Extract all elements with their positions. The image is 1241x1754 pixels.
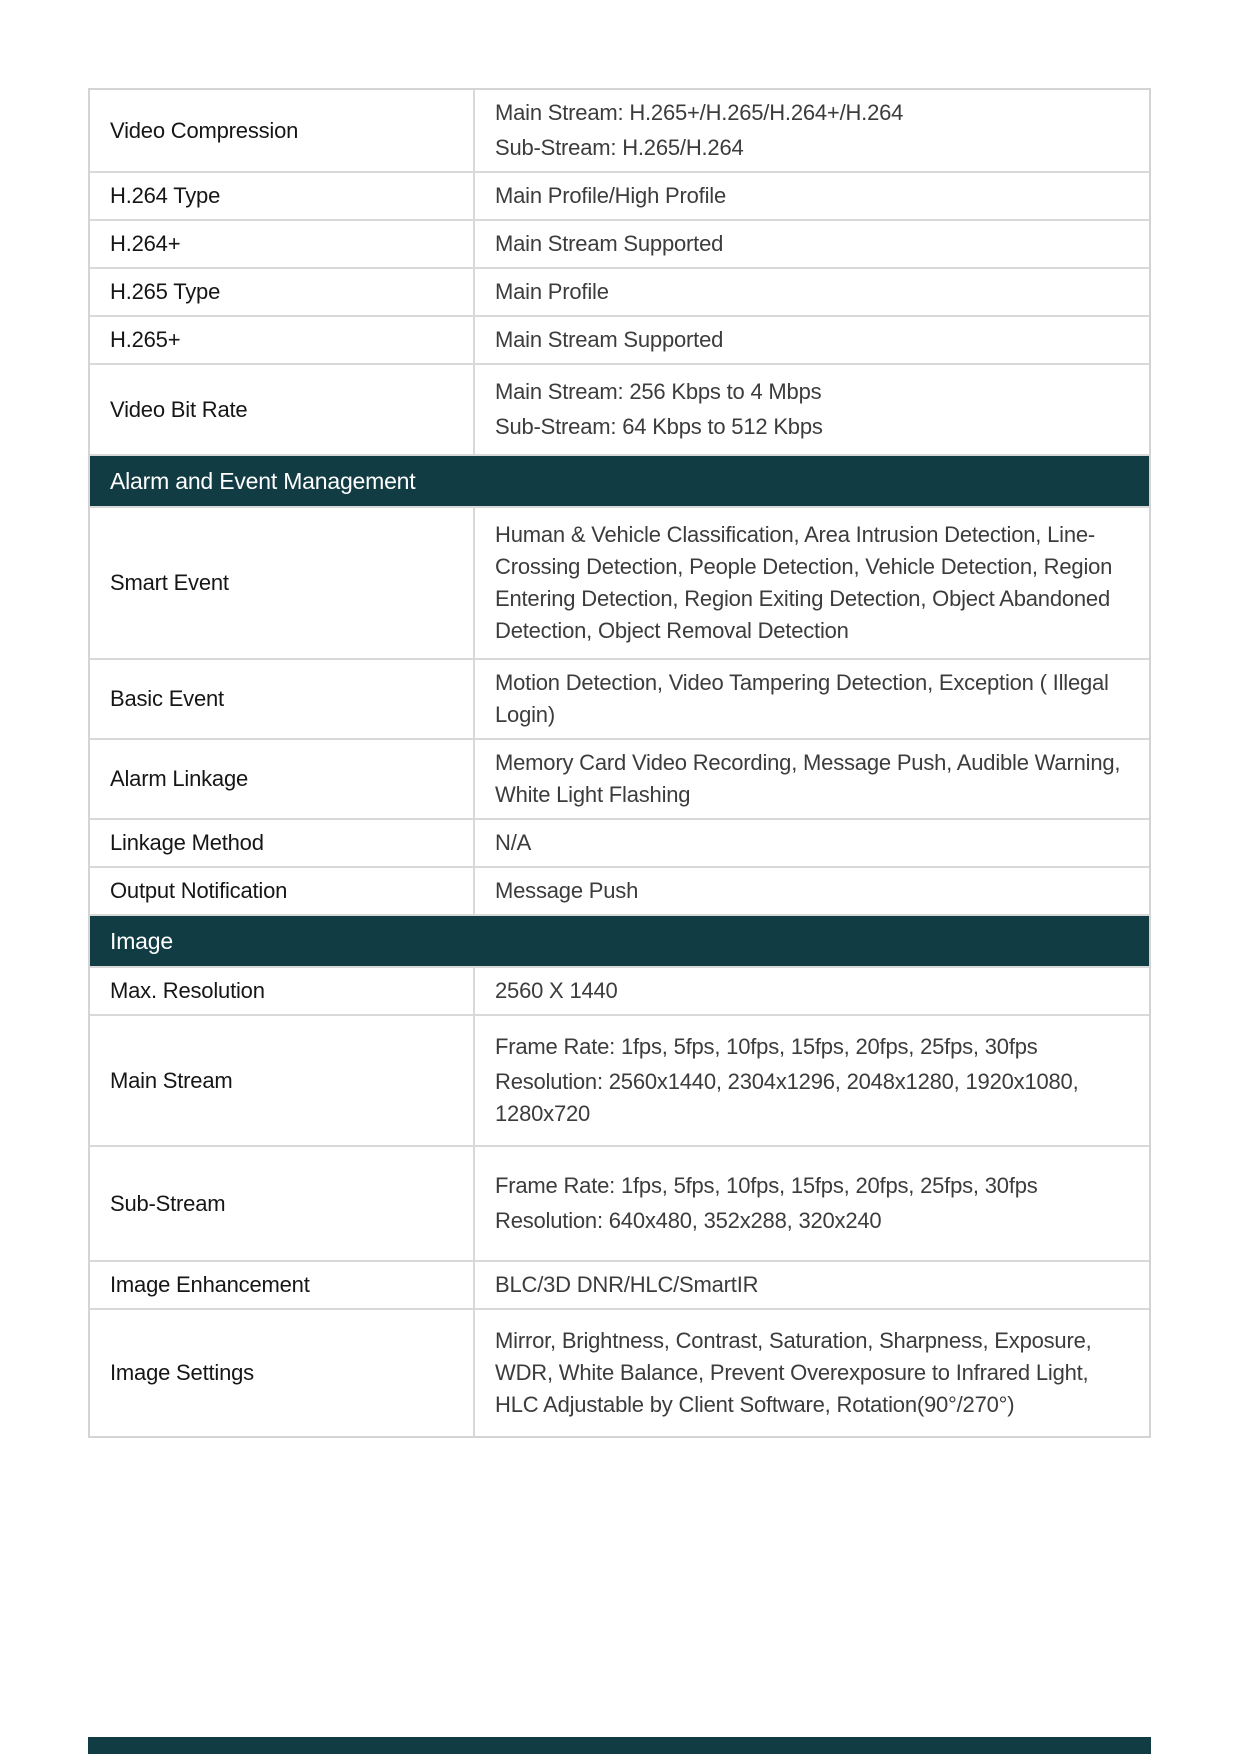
spec-row xyxy=(90,267,1149,315)
spec-value-line: Human & Vehicle Classification, Area Intrusion Detection, Line-Crossing Detection, People Detection, Vehicle Detection, Region Entering Detection, Region Exiting Detection, Object Abandoned Detection, Object Removal Detection xyxy=(495,522,1113,643)
spec-label: H.264 Type xyxy=(110,183,221,208)
spec-value-line: Main Stream: H.265+/H.265/H.264+/H.264 xyxy=(495,100,904,125)
spec-row xyxy=(90,1308,1149,1436)
spec-row xyxy=(90,219,1149,267)
spec-label: Image Settings xyxy=(110,1360,254,1385)
spec-label-cell xyxy=(90,365,475,454)
spec-value-cell xyxy=(475,968,1149,1014)
spec-value-line: N/A xyxy=(495,830,532,855)
spec-value-line: Main Stream Supported xyxy=(495,327,724,352)
spec-row xyxy=(90,90,1149,171)
spec-value-line: Mirror, Brightness, Contrast, Saturation, Sharpness, Exposure, WDR, White Balance, Prevent Overexposure to Infrared Light, HLC Adjustable by Client Software, Rotation(90°/270°) xyxy=(495,1328,1092,1417)
spec-label: Alarm Linkage xyxy=(110,766,249,791)
spec-value-line: Main Profile xyxy=(495,279,609,304)
spec-value-line: Frame Rate: 1fps, 5fps, 10fps, 15fps, 20fps, 25fps, 30fps xyxy=(495,1173,1038,1198)
spec-value-line: 2560 X 1440 xyxy=(495,978,618,1003)
spec-label: H.264+ xyxy=(110,231,181,256)
spec-value-cell xyxy=(475,1310,1149,1436)
spec-value-line: Main Profile/High Profile xyxy=(495,183,726,208)
spec-table xyxy=(88,88,1151,1438)
spec-row xyxy=(90,171,1149,219)
spec-label: Image Enhancement xyxy=(110,1272,310,1297)
spec-label: H.265 Type xyxy=(110,279,221,304)
spec-row xyxy=(90,818,1149,866)
spec-value-cell xyxy=(475,221,1149,267)
spec-label-cell xyxy=(90,90,475,171)
spec-value-line: Resolution: 2560x1440, 2304x1296, 2048x1280, 1920x1080, 1280x720 xyxy=(495,1069,1079,1126)
spec-value-line: Sub-Stream: H.265/H.264 xyxy=(495,135,744,160)
spec-value-line: Resolution: 640x480, 352x288, 320x240 xyxy=(495,1208,882,1233)
spec-label-cell xyxy=(90,868,475,914)
spec-label-cell xyxy=(90,1262,475,1308)
spec-value-line: Motion Detection, Video Tampering Detection, Exception ( Illegal Login) xyxy=(495,670,1109,727)
spec-label: Output Notification xyxy=(110,878,288,903)
spec-row xyxy=(90,1145,1149,1260)
spec-value-cell xyxy=(475,1016,1149,1145)
spec-value-line: Sub-Stream: 64 Kbps to 512 Kbps xyxy=(495,414,823,439)
spec-value-cell xyxy=(475,365,1149,454)
spec-row xyxy=(90,1014,1149,1145)
spec-value-cell xyxy=(475,1262,1149,1308)
spec-value-cell xyxy=(475,90,1149,171)
spec-label: Basic Event xyxy=(110,686,224,711)
spec-label: Video Compression xyxy=(110,117,299,143)
spec-value-line: Message Push xyxy=(495,878,639,903)
spec-value-cell xyxy=(475,868,1149,914)
spec-label-cell xyxy=(90,269,475,315)
spec-row xyxy=(90,658,1149,738)
spec-value-cell xyxy=(475,508,1149,658)
spec-row xyxy=(90,866,1149,914)
spec-row xyxy=(90,506,1149,658)
spec-row xyxy=(90,1260,1149,1308)
spec-label-cell xyxy=(90,660,475,738)
spec-label-cell xyxy=(90,221,475,267)
spec-row xyxy=(90,738,1149,818)
spec-label-cell xyxy=(90,508,475,658)
spec-label-cell xyxy=(90,968,475,1014)
spec-row xyxy=(90,363,1149,454)
spec-label-cell xyxy=(90,820,475,866)
spec-value-cell xyxy=(475,269,1149,315)
spec-value-line: Memory Card Video Recording, Message Push, Audible Warning, White Light Flashing xyxy=(495,750,1121,807)
spec-label-cell xyxy=(90,317,475,363)
spec-value-cell xyxy=(475,317,1149,363)
spec-row xyxy=(90,966,1149,1014)
spec-label-cell xyxy=(90,1147,475,1260)
spec-label: Video Bit Rate xyxy=(110,396,248,422)
spec-label: Smart Event xyxy=(110,570,229,595)
spec-value-line: Main Stream: 256 Kbps to 4 Mbps xyxy=(495,379,822,404)
spec-label: H.265+ xyxy=(110,327,181,352)
spec-label-cell xyxy=(90,1016,475,1145)
spec-value-cell xyxy=(475,660,1149,738)
spec-value-cell xyxy=(475,173,1149,219)
spec-value-cell xyxy=(475,740,1149,818)
spec-value-cell xyxy=(475,1147,1149,1260)
spec-label-cell xyxy=(90,740,475,818)
section-header xyxy=(90,454,1149,506)
spec-value-line: Frame Rate: 1fps, 5fps, 10fps, 15fps, 20fps, 25fps, 30fps xyxy=(495,1034,1038,1059)
spec-label: Linkage Method xyxy=(110,830,264,855)
section-header-title: Alarm and Event Management xyxy=(110,467,416,494)
spec-label: Max. Resolution xyxy=(110,978,265,1003)
section-header xyxy=(90,914,1149,966)
spec-value-cell xyxy=(475,820,1149,866)
spec-value-line: BLC/3D DNR/HLC/SmartIR xyxy=(495,1272,759,1297)
spec-label: Main Stream xyxy=(110,1067,233,1093)
next-section-header-cutoff xyxy=(88,1737,1151,1754)
spec-label-cell xyxy=(90,1310,475,1436)
spec-label-cell xyxy=(90,173,475,219)
spec-row xyxy=(90,315,1149,363)
spec-value-line: Main Stream Supported xyxy=(495,231,724,256)
spec-label: Sub-Stream xyxy=(110,1190,226,1216)
section-header-title: Image xyxy=(110,927,173,954)
